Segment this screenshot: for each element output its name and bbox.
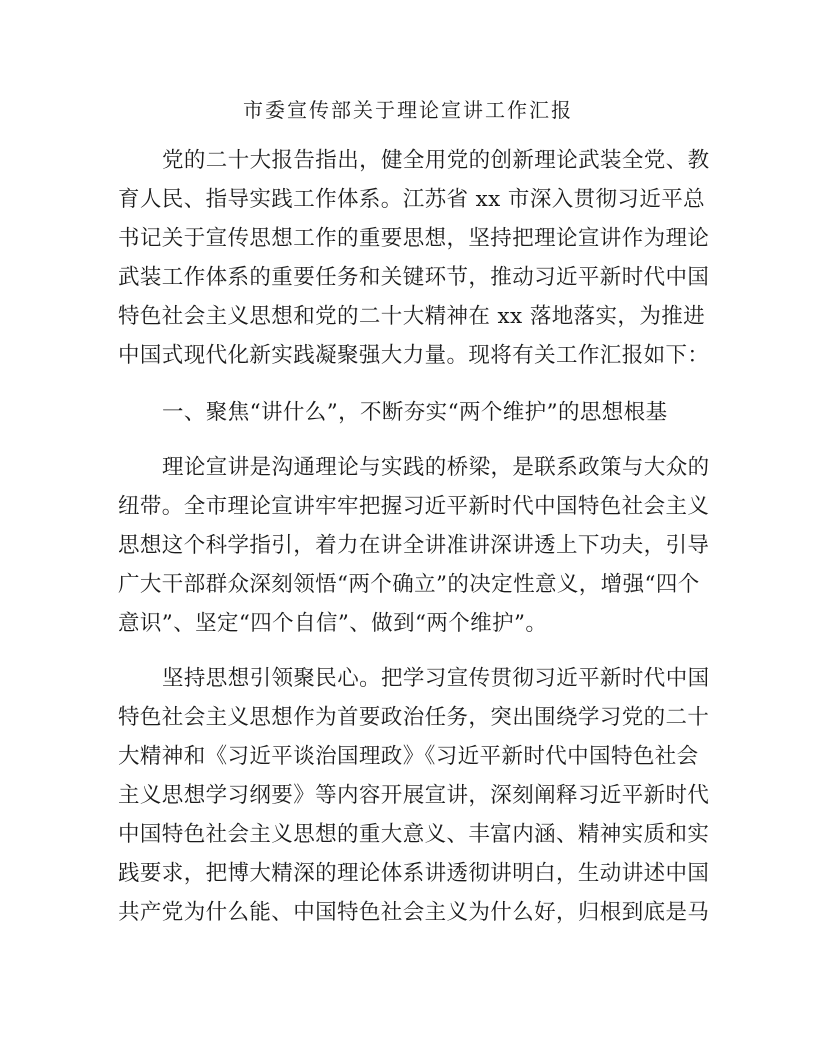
paragraph-2-line-2: 纽带。全市理论宣讲牢牢把握习近平新时代中国特色社会主义 [118,494,710,519]
paragraph-1-line-2: 育人民、指导实践工作体系。江苏省 xx 市深入贯彻习近平总 [118,187,706,212]
paragraph-2-line-3: 思想这个科学指引，着力在讲全讲准讲深讲透上下功夫，引导 [118,533,710,558]
paragraph-2-line-4: 广大干部群众深刻领悟“两个确立”的决定性意义，增强“四个 [118,572,700,597]
paragraph-1-line-6: 中国式现代化新实践凝聚强大力量。现将有关工作汇报如下： [118,343,710,368]
section-heading-1: 一、聚焦“讲什么”，不断夯实“两个维护”的思想根基 [162,400,668,425]
paragraph-3-line-6: 践要求，把博大精深的理论体系讲透彻讲明白，生动讲述中国 [118,861,710,886]
paragraph-3-line-2: 特色社会主义思想作为首要政治任务，突出围绕学习党的二十 [118,705,710,730]
paragraph-1-line-3: 书记关于宣传思想工作的重要思想，坚持把理论宣讲作为理论 [118,226,710,251]
paragraph-2-line-1: 理论宣讲是沟通理论与实践的桥梁，是联系政策与大众的 [162,455,710,480]
paragraph-1-line-5: 特色社会主义思想和党的二十大精神在 xx 落地落实，为推进 [118,304,706,329]
paragraph-1-line-4: 武装工作体系的重要任务和关键环节，推动习近平新时代中国 [118,265,710,290]
paragraph-3-line-7: 共产党为什么能、中国特色社会主义为什么好，归根到底是马 [118,900,710,925]
document-title: 市委宣传部关于理论宣讲工作汇报 [243,98,573,122]
paragraph-2-line-5: 意识”、坚定“四个自信”、做到“两个维护”。 [118,611,548,636]
paragraph-3-line-3: 大精神和《习近平谈治国理政》《习近平新时代中国特色社会 [118,744,699,769]
paragraph-3-line-4: 主义思想学习纲要》等内容开展宣讲，深刻阐释习近平新时代 [118,783,710,808]
paragraph-1-line-1: 党的二十大报告指出，健全用党的创新理论武装全党、教 [162,148,710,173]
paragraph-3-line-1: 坚持思想引领聚民心。把学习宣传贯彻习近平新时代中国 [162,666,710,691]
paragraph-3-line-5: 中国特色社会主义思想的重大意义、丰富内涵、精神实质和实 [118,822,710,847]
